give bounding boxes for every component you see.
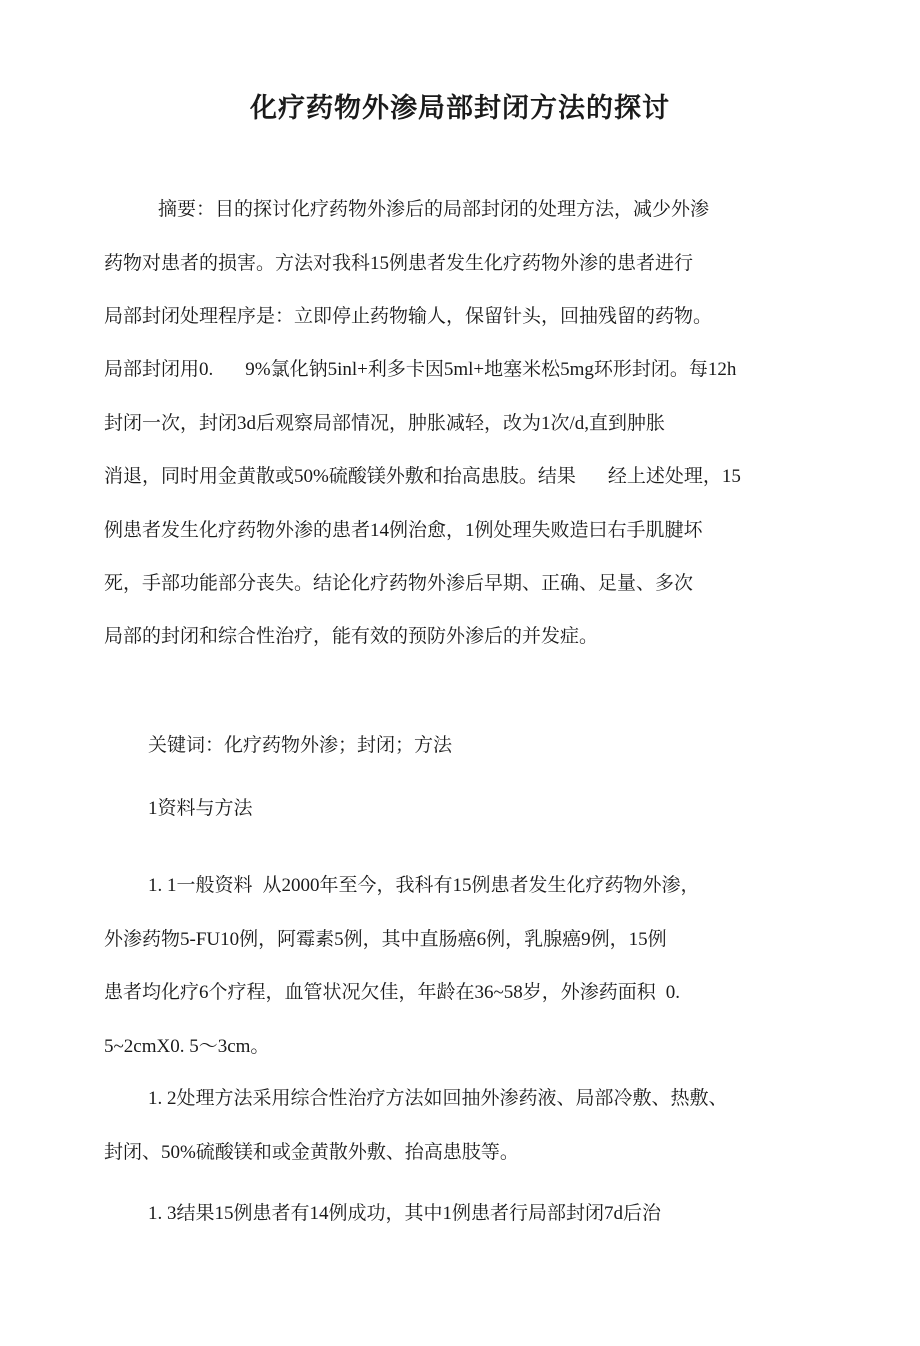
section-1-2-line: 1. 2处理方法采用综合性治疗方法如回抽外渗药液、局部冷敷、热敷、	[148, 1088, 728, 1109]
abstract-line: 死，手部功能部分丧失。结论化疗药物外渗后早期、正确、足量、多次	[104, 573, 694, 594]
paragraph-text: 从2000年至今，我科有15例患者发生化疗药物外渗，	[262, 875, 700, 896]
abstract-line: 药物对患者的损害。方法对我科15例患者发生化疗药物外渗的患者进行	[104, 253, 694, 274]
document-title: 化疗药物外渗局部封闭方法的探讨	[250, 93, 670, 124]
abstract-line	[104, 356, 736, 384]
abstract-line-part: 消退，同时用金黄散或50%硫酸镁外敷和抬高患肢。结果	[104, 466, 576, 487]
paragraph-text: 0.	[665, 982, 681, 1003]
section-1-1-line: 5~2cmX0. 5〜3cm。	[104, 1036, 270, 1057]
section-heading: 1资料与方法	[148, 798, 253, 819]
abstract-line-part: 经上述处理，15	[607, 466, 741, 487]
abstract-line: 摘要：目的探讨化疗药物外渗后的局部封闭的处理方法，减少外渗	[158, 199, 710, 220]
section-1-2-line: 封闭、50%硫酸镁和或金黄散外敷、抬高患肢等。	[104, 1142, 519, 1163]
subsection-label: 1. 1一般资料	[148, 875, 253, 896]
section-1-1-line: 外渗药物5-FU10例，阿霉素5例，其中直肠癌6例，乳腺癌9例，15例	[104, 929, 667, 950]
abstract-line: 例患者发生化疗药物外渗的患者14例治愈，1例处理失败造曰右手肌腱坏	[104, 520, 703, 541]
section-1-1-line	[148, 872, 700, 900]
paragraph-text: 患者均化疗6个疗程，血管状况欠佳，年龄在36~58岁，外渗药面积	[104, 982, 656, 1003]
abstract-line-part: 9%氯化钠5inl+利多卡因5ml+地塞米松5mg环形封闭。每12h	[245, 359, 737, 380]
abstract-line	[104, 463, 741, 491]
abstract-line: 局部的封闭和综合性治疗，能有效的预防外渗后的并发症。	[104, 626, 599, 647]
abstract-line-part: 局部封闭用0.	[104, 359, 214, 380]
keywords: 关键词：化疗药物外渗；封闭；方法	[148, 735, 453, 756]
abstract-line: 封闭一次，封闭3d后观察局部情况，肿胀减轻，改为1次/d,直到肿胀	[104, 413, 666, 434]
section-1-3-line: 1. 3结果15例患者有14例成功，其中1例患者行局部封闭7d后治	[148, 1203, 662, 1224]
abstract-line: 局部封闭处理程序是：立即停止药物输人，保留针头，回抽残留的药物。	[104, 306, 713, 327]
section-1-1-line	[104, 979, 680, 1007]
